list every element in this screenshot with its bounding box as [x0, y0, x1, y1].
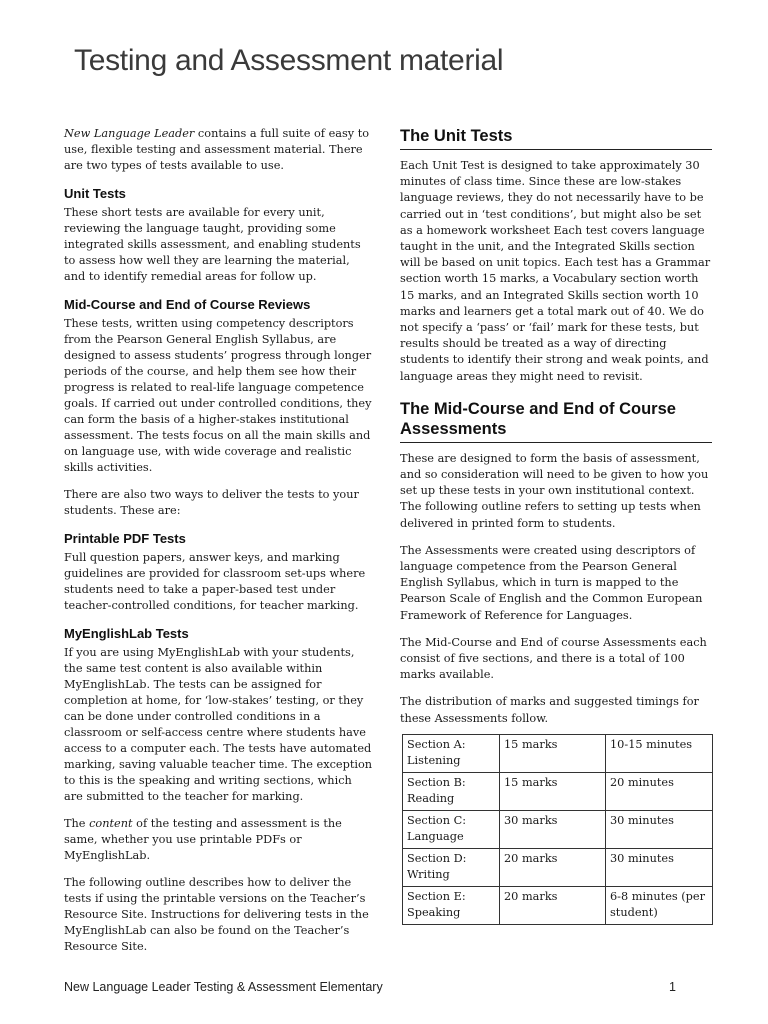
pdf-tests-paragraph: Full question papers, answer keys, and marking guidelines are provided for classroom set-ups where students need to take a paper-based test under teacher-controlled conditions, for teacher marking.: [64, 551, 366, 612]
footer-text: New Language Leader Testing & Assessment Elementary: [64, 980, 383, 994]
page-title: Testing and Assessment material: [74, 44, 504, 77]
page-footer: [64, 980, 676, 994]
table-cell-marks: 30 marks: [500, 810, 606, 848]
table-cell-time: 20 minutes: [606, 772, 713, 810]
table-cell-time: 10-15 minutes: [606, 734, 713, 772]
intro-text: contains a full suite of easy to use, flexible testing and assessment material. There are two types of tests available to use.: [64, 127, 370, 172]
unit-tests-section-heading: The Unit Tests: [400, 126, 712, 150]
table-cell-section: Section D: Writing: [403, 848, 500, 886]
assessments-paragraph-1: These are designed to form the basis of assessment, and so consideration will need to be given to how you set up these tests in your own institutional context. The following outline refers to setting up tests when delivered in printed form to students.: [400, 451, 709, 530]
table-row: [403, 886, 713, 924]
left-column: [64, 126, 374, 966]
table-cell-marks: 20 marks: [500, 886, 606, 924]
table-cell-section: Section C: Language: [403, 810, 500, 848]
assessments-paragraph-3: The Mid-Course and End of course Assessments each consist of five sections, and there is a total of 100 marks available.: [400, 635, 707, 682]
myenglishlab-paragraph: If you are using MyEnglishLab with your students, the same test content is also available within MyEnglishLab. The tests can be assigned for completion at home, for ‘low-stakes’ testing, or they can be done under controlled conditions in a classroom or self-access centre where students have access to a computer each. The tests have automated marking, saving valuable teacher time. The exception to this is the speaking and writing sections, which are submitted to the teacher for marking.: [64, 646, 373, 803]
table-cell-time: 6-8 minutes (per student): [606, 886, 713, 924]
right-column: [400, 126, 712, 925]
assessments-section-heading: The Mid-Course and End of Course Assessments: [400, 399, 712, 443]
marks-table: [402, 734, 713, 925]
delivery-ways-paragraph: There are also two ways to deliver the tests to your students. These are:: [64, 488, 359, 517]
page-number: 1: [669, 980, 676, 994]
content-paragraph: [64, 816, 374, 864]
unit-tests-heading: Unit Tests: [64, 186, 126, 201]
table-cell-section: Section E: Speaking: [403, 886, 500, 924]
content-italic: content: [89, 817, 133, 830]
content-post: of the testing and assessment is the same, whether you use printable PDFs or MyEnglishLab.: [64, 817, 342, 862]
assessments-paragraph-4: The distribution of marks and suggested timings for these Assessments follow.: [400, 695, 699, 725]
reviews-heading: Mid-Course and End of Course Reviews: [64, 297, 311, 312]
table-cell-time: 30 minutes: [606, 848, 713, 886]
table-cell-section: Section A: Listening: [403, 734, 500, 772]
myenglishlab-heading: MyEnglishLab Tests: [64, 626, 189, 641]
content-pre: The: [64, 817, 90, 830]
table-cell-marks: 15 marks: [500, 772, 606, 810]
table-row: [403, 772, 713, 810]
table-row: [403, 810, 713, 848]
intro-paragraph: [64, 126, 374, 174]
table-row: [403, 734, 713, 772]
table-cell-time: 30 minutes: [606, 810, 713, 848]
table-row: [403, 848, 713, 886]
table-cell-marks: 15 marks: [500, 734, 606, 772]
table-cell-marks: 20 marks: [500, 848, 606, 886]
outline-paragraph: The following outline describes how to deliver the tests if using the printable versions on the Teacher’s Resource Site. Instructions for delivering tests in the MyEnglishLab can also be found on the Teacher’s Resource Site.: [64, 876, 369, 953]
unit-tests-paragraph: These short tests are available for every unit, reviewing the language taught, providing some integrated skills assessment, and enabling students to assess how well they are learning the material, and to identify remedial areas for follow up.: [64, 206, 361, 283]
intro-book-title: New Language Leader: [64, 127, 195, 140]
assessments-paragraph-2: The Assessments were created using descriptors of language competence from the Pearson General English Syllabus, which in turn is mapped to the Pearson Scale of English and the Common European Framework of Reference for Languages.: [400, 543, 703, 622]
reviews-paragraph: These tests, written using competency descriptors from the Pearson General English Syllabus, are designed to assess students’ progress through longer periods of the course, and help them see how their progress is related to real-life language competence goals. If carried out under controlled conditions, they can form the basis of a higher-stakes institutional assessment. The tests focus on all the main skills and on language use, with wide coverage and realistic skills activities.: [64, 317, 372, 474]
pdf-tests-heading: Printable PDF Tests: [64, 531, 186, 546]
table-cell-section: Section B: Reading: [403, 772, 500, 810]
unit-tests-description: Each Unit Test is designed to take approximately 30 minutes of class time. Since these are low-stakes language reviews, they do not necessarily have to be carried out in ‘test conditions’, but might also be set as a homework worksheet Each test covers language taught in the unit, and the Integrated Skills section will be based on unit topics. Each test has a Grammar section worth 15 marks, a Vocabulary section worth 15 marks, and an Integrated Skills section worth 10 marks and learners get a total mark out of 40. We do not specify a ‘pass’ or ‘fail’ mark for these tests, but results should be treated as a way of directing students to identify their strong and weak points, and language areas they might need to revisit.: [400, 159, 711, 383]
